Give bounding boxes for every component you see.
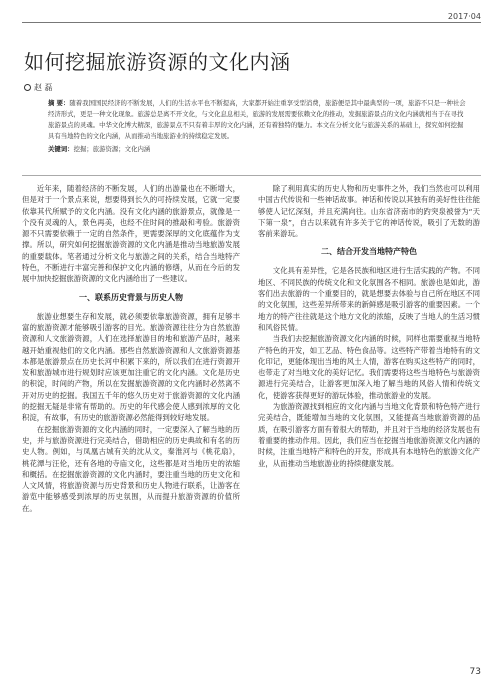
article-title: 如何挖掘旅游资源的文化内涵 [24,50,291,74]
section-2-paragraph-3: 为旅游资源找到相应的文化内涵与当地文化背景和特色特产进行完美结合，既能增加当地的文化氛围，又能提高当地旅游资源的品质，在吸引游客方面有着很大的帮助，并且对于当地的经济发展也有着重要的推动作用。因此，我们应当在挖掘当地旅游资源文化内涵的时候，注重当地特产和特色的开发，形成具有本地特色的旅游文化产业，从而推动当地旅游业的持续健康发展。 [258,402,480,468]
abstract-divider [22,175,481,176]
section-1-paragraph-2: 在挖掘旅游资源的文化内涵的同时，一定要深入了解当地的历史，并与旅游资源进行完美结合，借助相应的历史典故和有名的历史人物。例如，与凤凰古城有关的沈从文，秦淮河与《桃花扇》，桃花潭与汪伦，还有各地的寺庙文化，这些都是对当地历史的浓缩和概括。在挖掘旅游资源的文化内涵时，要注重当地的历史文化和人文风情，将旅游资源与历史背景和历史人物进行联系，让游客在游览中能够感受到浓厚的历史氛围，从而提升旅游资源的价值所在。 [22,424,240,513]
section-2-heading: 二、结合开发当地特产特色 [321,247,417,257]
abstract-text: 随着我国国民经济的不断发展，人们的生活水平也不断提高，大家都开始注重享受型消费，旅游便是其中最典型的一项，旅游不只是一种社会经济形式，更是一种文化现象。旅游总是离不开文化，与文化息息相关，旅游的发展需要依赖文化的推动，发掘旅游景点的文化内涵就相当于在寻找旅游景点的灵魂。中华文化博大精深，旅游景点不只有着丰厚的文化内涵，还有着独特的魅力。本文在分析文化与旅游关系的基础上，探究如何挖掘具有当地特色的文化内涵，从而推动当地旅游业的持续稳定发展。 [48,99,466,141]
section-1-heading: 一、联系历史背景与历史人物 [79,292,183,302]
section-2-paragraph-2: 当我们去挖掘旅游资源文化内涵的时候，同样也需要重视当地特产特色的开发，如工艺品、特色食品等。这些特产带着当地特有的文化印记，更能体现出当地的风土人情，游客在购买这些特产的同时，也带走了对当地文化的美好记忆。我们需要将这些当地特色与旅游资源进行完美结合，让游客更加深入地了解当地的风俗人情和传统文化，使游客获得更好的游玩体验，推动旅游业的发展。 [258,334,480,400]
section-2-paragraph-1: 文化具有差异性，它是各民族和地区进行生活实践的产物。不同地区、不同民族的传统文化和文化氛围各不相同。旅游也是如此，游客们出去旅游的一个重要目的，就是想要去体验与自己所在地区不同的文化氛围，这些差异所带来的新鲜感是吸引游客的重要因素。一个地方的特产往往就是这个地方文化的浓缩，反映了当地人的生活习惯和风俗民情。 [258,266,480,332]
right-column [258,183,480,671]
intro-paragraph: 近年来，随着经济的不断发展，人们的出游量也在不断增大，但是对于一个景点来说，想要得到长久的可持续发展，它就一定要依靠其代所赋予的文化内涵。没有文化内涵的旅游景点，就像是一个没有灵魂的人，景色再美，也经不住时间的推敲和考验。旅游资源不只需要依赖于一定的自然条件，更需要深厚的文化底蕴作为支撑。所以，研究如何挖掘旅游资源的文化内涵是推动当地旅游发展的重要载体。笔者通过分析文化与旅游之间的关系，结合当地特产特色，不断进行丰富完善和保护文化内涵的修缮，从而在今后的发展中加快挖掘旅游资源的文化内涵给出了一些建议。 [22,184,240,284]
header-rule [22,22,481,23]
abstract-label: 摘 要： [48,99,70,107]
abstract-block [48,98,468,168]
keywords-label: 关键词： [48,145,74,154]
keywords-text: 挖掘；旅游资源；文化内涵 [73,145,151,154]
page-number: 73 [469,667,481,677]
abstract [48,98,468,142]
issue-number: 2017·04 [447,12,481,21]
section-1-paragraph-1: 旅游业想要生存和发展，就必须要依靠旅游资源，拥有足够丰富的旅游资源才能够吸引游客的目光。旅游资源往往分为自然旅游资源和人文旅游资源，人们在选择旅游目的地和旅游产品时，越来越开始重视他们的文化内涵。那些自然旅游资源和人文旅游资源基本都是旅游景点在历史长河中积累下来的，所以我们在进行资源开发和旅游城市进行规划时应该更加注重它的文化内涵。文化是历史的积淀，时间的产物，所以在发掘旅游资源的文化内涵时必然离不开对历史的挖掘。我国五千年的悠久历史对于旅游资源的文化内涵的挖掘无疑是非常有帮助的。历史的年代感会使人感到浓厚的文化积淀，有故事，有历史的旅游资源必然能得到较好地发展。 [22,311,240,423]
left-column [22,183,240,671]
author-name: 赵 磊 [34,83,53,92]
right-top-paragraph: 除了利用真实的历史人物和历史事件之外，我们当然也可以利用中国古代传说和一些神话故事。神话和传说以其独有的美好性往往能够使人记忆深刻，并且充满向往。山东省济南市的趵突泉被誉为“天下第一泉”，自古以来就有许多关于它的神话传说，吸引了无数的游客前来游玩。 [258,184,480,239]
keywords [48,144,468,155]
author-line [24,82,53,93]
author-mark-icon [24,84,31,91]
